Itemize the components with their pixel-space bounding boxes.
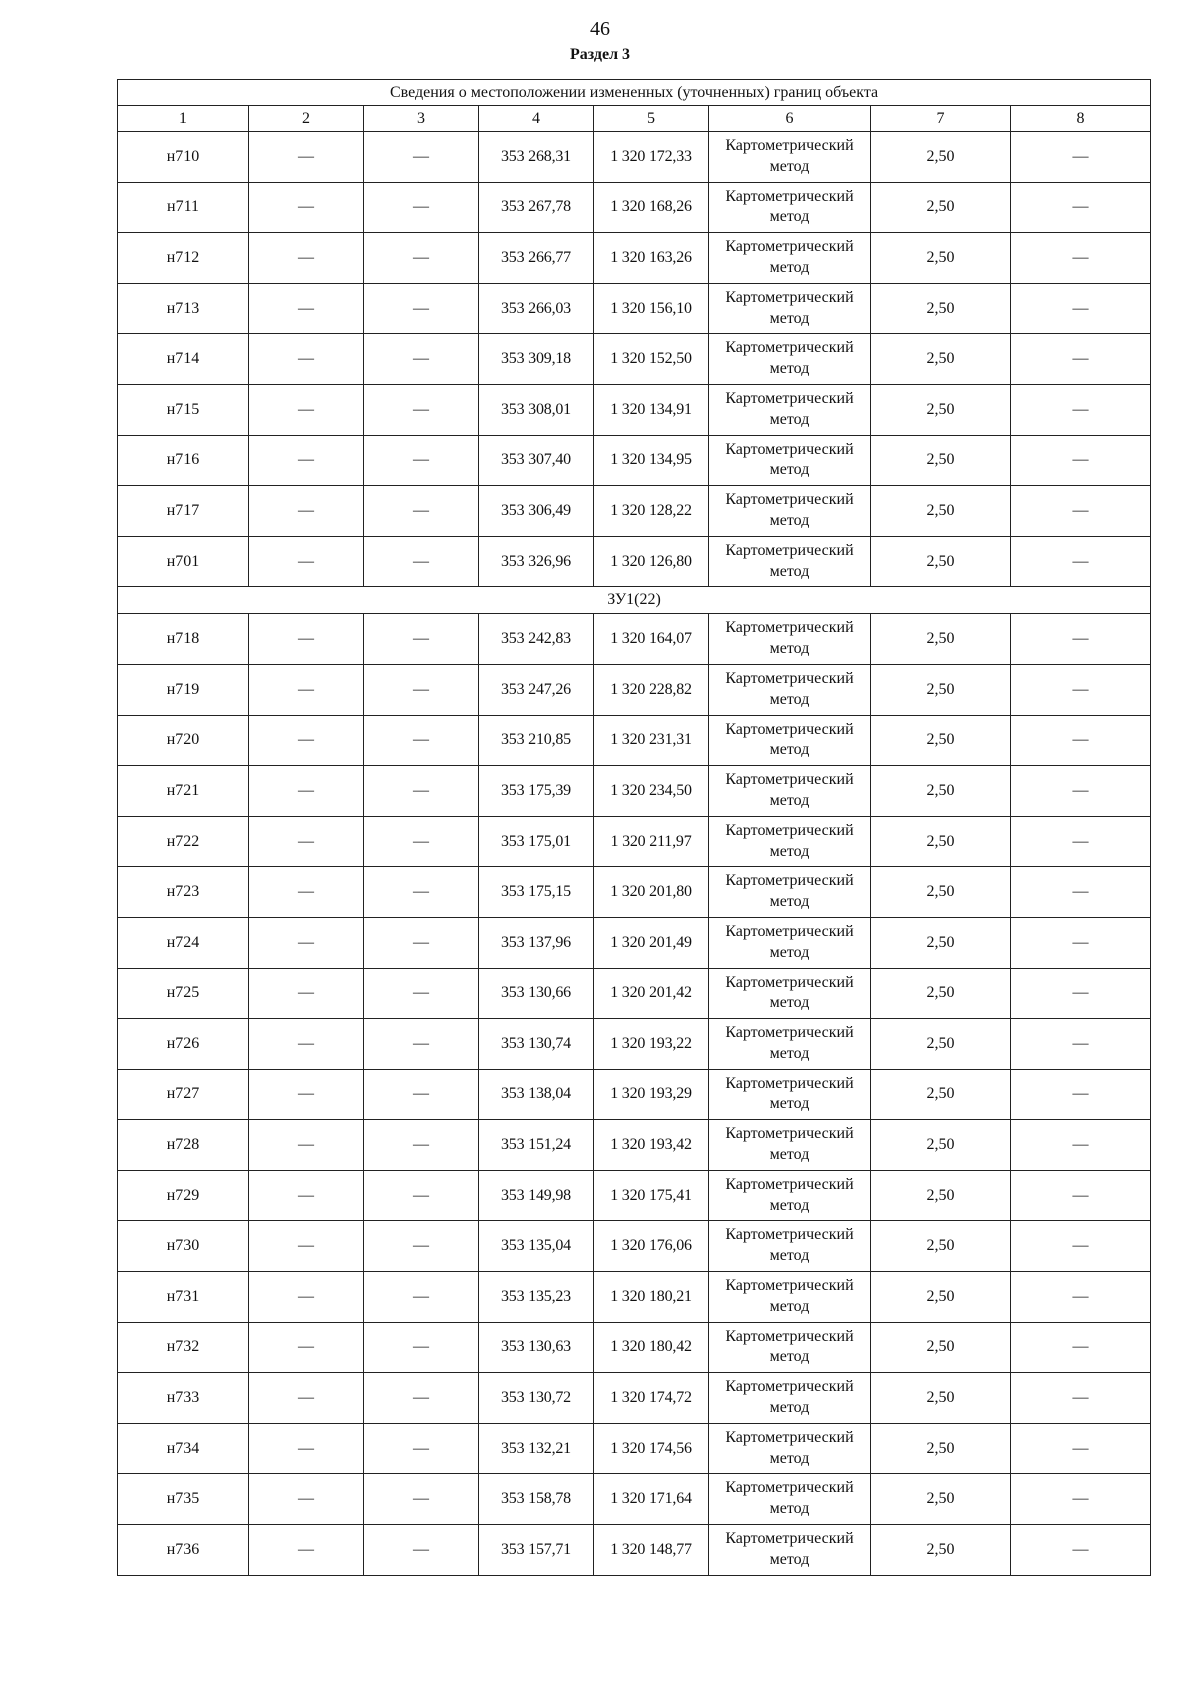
col3-cell: — — [364, 1221, 479, 1272]
y-coordinate-cell: 1 320 193,42 — [594, 1120, 709, 1171]
col8-cell: — — [1011, 1221, 1151, 1272]
method-cell: Картометрический метод — [709, 1069, 871, 1120]
method-cell: Картометрический метод — [709, 1525, 871, 1576]
accuracy-cell: 2,50 — [871, 435, 1011, 486]
table-row — [118, 536, 1151, 587]
col8-cell: — — [1011, 917, 1151, 968]
method-cell: Картометрический метод — [709, 968, 871, 1019]
point-name-cell: н724 — [118, 917, 249, 968]
method-cell: Картометрический метод — [709, 384, 871, 435]
y-coordinate-cell: 1 320 176,06 — [594, 1221, 709, 1272]
col8-cell: — — [1011, 132, 1151, 183]
col3-cell: — — [364, 664, 479, 715]
col8-cell: — — [1011, 1069, 1151, 1120]
accuracy-cell: 2,50 — [871, 816, 1011, 867]
x-coordinate-cell: 353 308,01 — [479, 384, 594, 435]
method-cell: Картометрический метод — [709, 766, 871, 817]
col3-cell: — — [364, 384, 479, 435]
section-title: Раздел 3 — [569, 46, 631, 63]
col8-cell: — — [1011, 1272, 1151, 1323]
point-name-cell: н727 — [118, 1069, 249, 1120]
page-number: 46 — [590, 18, 610, 40]
point-name-cell: н717 — [118, 486, 249, 537]
col3-cell: — — [364, 1120, 479, 1171]
col3-cell: — — [364, 1474, 479, 1525]
col3-cell: — — [364, 1069, 479, 1120]
accuracy-cell: 2,50 — [871, 1474, 1011, 1525]
col8-cell: — — [1011, 1373, 1151, 1424]
col2-cell: — — [249, 816, 364, 867]
col8-cell: — — [1011, 1120, 1151, 1171]
x-coordinate-cell: 353 268,31 — [479, 132, 594, 183]
col2-cell: — — [249, 1322, 364, 1373]
column-header: 3 — [364, 106, 479, 132]
accuracy-cell: 2,50 — [871, 1221, 1011, 1272]
accuracy-cell: 2,50 — [871, 536, 1011, 587]
accuracy-cell: 2,50 — [871, 664, 1011, 715]
x-coordinate-cell: 353 149,98 — [479, 1170, 594, 1221]
col3-cell: — — [364, 1525, 479, 1576]
col8-cell: — — [1011, 334, 1151, 385]
point-name-cell: н719 — [118, 664, 249, 715]
table-row — [118, 435, 1151, 486]
y-coordinate-cell: 1 320 234,50 — [594, 766, 709, 817]
accuracy-cell: 2,50 — [871, 233, 1011, 284]
accuracy-cell: 2,50 — [871, 1120, 1011, 1171]
col3-cell: — — [364, 435, 479, 486]
col2-cell: — — [249, 917, 364, 968]
method-cell: Картометрический метод — [709, 233, 871, 284]
method-cell: Картометрический метод — [709, 182, 871, 233]
table-row — [118, 1423, 1151, 1474]
method-cell: Картометрический метод — [709, 1272, 871, 1323]
col8-cell: — — [1011, 435, 1151, 486]
col2-cell: — — [249, 435, 364, 486]
accuracy-cell: 2,50 — [871, 1069, 1011, 1120]
col2-cell: — — [249, 1221, 364, 1272]
col2-cell: — — [249, 1525, 364, 1576]
point-name-cell: н716 — [118, 435, 249, 486]
table-row — [118, 1120, 1151, 1171]
accuracy-cell: 2,50 — [871, 715, 1011, 766]
col8-cell: — — [1011, 233, 1151, 284]
col8-cell: — — [1011, 968, 1151, 1019]
column-header: 6 — [709, 106, 871, 132]
col2-cell: — — [249, 614, 364, 665]
x-coordinate-cell: 353 132,21 — [479, 1423, 594, 1474]
col2-cell: — — [249, 867, 364, 918]
point-name-cell: н720 — [118, 715, 249, 766]
table-row — [118, 715, 1151, 766]
y-coordinate-cell: 1 320 163,26 — [594, 233, 709, 284]
col3-cell: — — [364, 917, 479, 968]
group-label-row — [118, 587, 1151, 614]
accuracy-cell: 2,50 — [871, 968, 1011, 1019]
column-header: 2 — [249, 106, 364, 132]
method-cell: Картометрический метод — [709, 1120, 871, 1171]
x-coordinate-cell: 353 130,63 — [479, 1322, 594, 1373]
y-coordinate-cell: 1 320 126,80 — [594, 536, 709, 587]
table-body — [118, 132, 1151, 1576]
col3-cell: — — [364, 334, 479, 385]
method-cell: Картометрический метод — [709, 1170, 871, 1221]
table-row — [118, 1019, 1151, 1070]
method-cell: Картометрический метод — [709, 435, 871, 486]
y-coordinate-cell: 1 320 180,42 — [594, 1322, 709, 1373]
column-header: 4 — [479, 106, 594, 132]
col3-cell: — — [364, 968, 479, 1019]
method-cell: Картометрический метод — [709, 664, 871, 715]
col3-cell: — — [364, 486, 479, 537]
point-name-cell: н728 — [118, 1120, 249, 1171]
method-cell: Картометрический метод — [709, 1423, 871, 1474]
table-row — [118, 233, 1151, 284]
point-name-cell: н731 — [118, 1272, 249, 1323]
y-coordinate-cell: 1 320 128,22 — [594, 486, 709, 537]
table-row — [118, 486, 1151, 537]
point-name-cell: н718 — [118, 614, 249, 665]
y-coordinate-cell: 1 320 228,82 — [594, 664, 709, 715]
col8-cell: — — [1011, 664, 1151, 715]
col3-cell: — — [364, 1322, 479, 1373]
x-coordinate-cell: 353 175,01 — [479, 816, 594, 867]
table-row — [118, 1322, 1151, 1373]
x-coordinate-cell: 353 210,85 — [479, 715, 594, 766]
col8-cell: — — [1011, 816, 1151, 867]
col3-cell: — — [364, 867, 479, 918]
point-name-cell: н711 — [118, 182, 249, 233]
col3-cell: — — [364, 816, 479, 867]
point-name-cell: н725 — [118, 968, 249, 1019]
point-name-cell: н729 — [118, 1170, 249, 1221]
y-coordinate-cell: 1 320 180,21 — [594, 1272, 709, 1323]
point-name-cell: н715 — [118, 384, 249, 435]
column-header: 7 — [871, 106, 1011, 132]
method-cell: Картометрический метод — [709, 1221, 871, 1272]
y-coordinate-cell: 1 320 193,29 — [594, 1069, 709, 1120]
x-coordinate-cell: 353 175,15 — [479, 867, 594, 918]
x-coordinate-cell: 353 135,23 — [479, 1272, 594, 1323]
col8-cell: — — [1011, 867, 1151, 918]
x-coordinate-cell: 353 137,96 — [479, 917, 594, 968]
point-name-cell: н701 — [118, 536, 249, 587]
col2-cell: — — [249, 486, 364, 537]
accuracy-cell: 2,50 — [871, 283, 1011, 334]
accuracy-cell: 2,50 — [871, 1525, 1011, 1576]
point-name-cell: н722 — [118, 816, 249, 867]
accuracy-cell: 2,50 — [871, 614, 1011, 665]
method-cell: Картометрический метод — [709, 614, 871, 665]
col2-cell: — — [249, 1069, 364, 1120]
group-label: ЗУ1(22) — [118, 587, 1151, 614]
y-coordinate-cell: 1 320 164,07 — [594, 614, 709, 665]
column-header: 8 — [1011, 106, 1151, 132]
col2-cell: — — [249, 1474, 364, 1525]
col2-cell: — — [249, 384, 364, 435]
method-cell: Картометрический метод — [709, 1322, 871, 1373]
col8-cell: — — [1011, 1423, 1151, 1474]
point-name-cell: н712 — [118, 233, 249, 284]
table-row — [118, 384, 1151, 435]
col2-cell: — — [249, 182, 364, 233]
table-row — [118, 968, 1151, 1019]
col3-cell: — — [364, 1373, 479, 1424]
y-coordinate-cell: 1 320 211,97 — [594, 816, 709, 867]
x-coordinate-cell: 353 266,77 — [479, 233, 594, 284]
point-name-cell: н732 — [118, 1322, 249, 1373]
y-coordinate-cell: 1 320 201,49 — [594, 917, 709, 968]
col2-cell: — — [249, 283, 364, 334]
method-cell: Картометрический метод — [709, 486, 871, 537]
y-coordinate-cell: 1 320 174,56 — [594, 1423, 709, 1474]
x-coordinate-cell: 353 306,49 — [479, 486, 594, 537]
col3-cell: — — [364, 1170, 479, 1221]
accuracy-cell: 2,50 — [871, 766, 1011, 817]
point-name-cell: н734 — [118, 1423, 249, 1474]
table-row — [118, 614, 1151, 665]
col2-cell: — — [249, 1272, 364, 1323]
table-row — [118, 334, 1151, 385]
y-coordinate-cell: 1 320 171,64 — [594, 1474, 709, 1525]
point-name-cell: н714 — [118, 334, 249, 385]
y-coordinate-cell: 1 320 175,41 — [594, 1170, 709, 1221]
x-coordinate-cell: 353 247,26 — [479, 664, 594, 715]
col8-cell: — — [1011, 715, 1151, 766]
col8-cell: — — [1011, 536, 1151, 587]
x-coordinate-cell: 353 267,78 — [479, 182, 594, 233]
table-row — [118, 1170, 1151, 1221]
col8-cell: — — [1011, 614, 1151, 665]
method-cell: Картометрический метод — [709, 536, 871, 587]
col3-cell: — — [364, 1019, 479, 1070]
col2-cell: — — [249, 1019, 364, 1070]
y-coordinate-cell: 1 320 168,26 — [594, 182, 709, 233]
method-cell: Картометрический метод — [709, 867, 871, 918]
table-row — [118, 766, 1151, 817]
col3-cell: — — [364, 182, 479, 233]
col3-cell: — — [364, 715, 479, 766]
method-cell: Картометрический метод — [709, 334, 871, 385]
point-name-cell: н710 — [118, 132, 249, 183]
x-coordinate-cell: 353 175,39 — [479, 766, 594, 817]
accuracy-cell: 2,50 — [871, 1322, 1011, 1373]
method-cell: Картометрический метод — [709, 132, 871, 183]
col8-cell: — — [1011, 182, 1151, 233]
col2-cell: — — [249, 334, 364, 385]
col2-cell: — — [249, 968, 364, 1019]
col3-cell: — — [364, 766, 479, 817]
accuracy-cell: 2,50 — [871, 486, 1011, 537]
table-row — [118, 182, 1151, 233]
y-coordinate-cell: 1 320 201,42 — [594, 968, 709, 1019]
point-name-cell: н723 — [118, 867, 249, 918]
point-name-cell: н726 — [118, 1019, 249, 1070]
x-coordinate-cell: 353 157,71 — [479, 1525, 594, 1576]
point-name-cell: н736 — [118, 1525, 249, 1576]
x-coordinate-cell: 353 138,04 — [479, 1069, 594, 1120]
x-coordinate-cell: 353 309,18 — [479, 334, 594, 385]
x-coordinate-cell: 353 326,96 — [479, 536, 594, 587]
x-coordinate-cell: 353 242,83 — [479, 614, 594, 665]
method-cell: Картометрический метод — [709, 715, 871, 766]
col3-cell: — — [364, 233, 479, 284]
x-coordinate-cell: 353 151,24 — [479, 1120, 594, 1171]
col8-cell: — — [1011, 486, 1151, 537]
col2-cell: — — [249, 1120, 364, 1171]
col2-cell: — — [249, 536, 364, 587]
y-coordinate-cell: 1 320 172,33 — [594, 132, 709, 183]
method-cell: Картометрический метод — [709, 816, 871, 867]
y-coordinate-cell: 1 320 134,95 — [594, 435, 709, 486]
col8-cell: — — [1011, 283, 1151, 334]
col2-cell: — — [249, 132, 364, 183]
x-coordinate-cell: 353 130,66 — [479, 968, 594, 1019]
col2-cell: — — [249, 715, 364, 766]
col8-cell: — — [1011, 384, 1151, 435]
y-coordinate-cell: 1 320 201,80 — [594, 867, 709, 918]
col3-cell: — — [364, 614, 479, 665]
method-cell: Картометрический метод — [709, 1474, 871, 1525]
x-coordinate-cell: 353 130,72 — [479, 1373, 594, 1424]
table-row — [118, 664, 1151, 715]
col8-cell: — — [1011, 1525, 1151, 1576]
method-cell: Картометрический метод — [709, 1019, 871, 1070]
accuracy-cell: 2,50 — [871, 1170, 1011, 1221]
accuracy-cell: 2,50 — [871, 1272, 1011, 1323]
table-row — [118, 1525, 1151, 1576]
table-row — [118, 1272, 1151, 1323]
col2-cell: — — [249, 1170, 364, 1221]
accuracy-cell: 2,50 — [871, 1019, 1011, 1070]
col8-cell: — — [1011, 1322, 1151, 1373]
table-row — [118, 1474, 1151, 1525]
x-coordinate-cell: 353 158,78 — [479, 1474, 594, 1525]
y-coordinate-cell: 1 320 231,31 — [594, 715, 709, 766]
method-cell: Картометрический метод — [709, 283, 871, 334]
col3-cell: — — [364, 1272, 479, 1323]
col2-cell: — — [249, 233, 364, 284]
accuracy-cell: 2,50 — [871, 132, 1011, 183]
col8-cell: — — [1011, 1019, 1151, 1070]
point-name-cell: н721 — [118, 766, 249, 817]
table-row — [118, 917, 1151, 968]
y-coordinate-cell: 1 320 193,22 — [594, 1019, 709, 1070]
accuracy-cell: 2,50 — [871, 867, 1011, 918]
col2-cell: — — [249, 766, 364, 817]
table-caption: Сведения о местоположении измененных (уточненных) границ объекта — [118, 80, 1151, 106]
table-row — [118, 283, 1151, 334]
col3-cell: — — [364, 132, 479, 183]
accuracy-cell: 2,50 — [871, 182, 1011, 233]
accuracy-cell: 2,50 — [871, 1423, 1011, 1474]
boundary-coordinates-table — [117, 79, 1151, 1576]
accuracy-cell: 2,50 — [871, 384, 1011, 435]
point-name-cell: н713 — [118, 283, 249, 334]
point-name-cell: н733 — [118, 1373, 249, 1424]
col3-cell: — — [364, 283, 479, 334]
table-row — [118, 1221, 1151, 1272]
col2-cell: — — [249, 664, 364, 715]
x-coordinate-cell: 353 130,74 — [479, 1019, 594, 1070]
column-header: 1 — [118, 106, 249, 132]
x-coordinate-cell: 353 307,40 — [479, 435, 594, 486]
col3-cell: — — [364, 1423, 479, 1474]
column-header: 5 — [594, 106, 709, 132]
table-row — [118, 816, 1151, 867]
column-header-row — [118, 106, 1151, 132]
y-coordinate-cell: 1 320 174,72 — [594, 1373, 709, 1424]
method-cell: Картометрический метод — [709, 1373, 871, 1424]
table-row — [118, 132, 1151, 183]
y-coordinate-cell: 1 320 156,10 — [594, 283, 709, 334]
col3-cell: — — [364, 536, 479, 587]
accuracy-cell: 2,50 — [871, 1373, 1011, 1424]
table-row — [118, 867, 1151, 918]
table-row — [118, 1069, 1151, 1120]
point-name-cell: н735 — [118, 1474, 249, 1525]
table-row — [118, 1373, 1151, 1424]
method-cell: Картометрический метод — [709, 917, 871, 968]
col8-cell: — — [1011, 766, 1151, 817]
x-coordinate-cell: 353 266,03 — [479, 283, 594, 334]
col2-cell: — — [249, 1373, 364, 1424]
accuracy-cell: 2,50 — [871, 917, 1011, 968]
y-coordinate-cell: 1 320 152,50 — [594, 334, 709, 385]
y-coordinate-cell: 1 320 134,91 — [594, 384, 709, 435]
col8-cell: — — [1011, 1170, 1151, 1221]
point-name-cell: н730 — [118, 1221, 249, 1272]
accuracy-cell: 2,50 — [871, 334, 1011, 385]
col2-cell: — — [249, 1423, 364, 1474]
y-coordinate-cell: 1 320 148,77 — [594, 1525, 709, 1576]
col8-cell: — — [1011, 1474, 1151, 1525]
x-coordinate-cell: 353 135,04 — [479, 1221, 594, 1272]
